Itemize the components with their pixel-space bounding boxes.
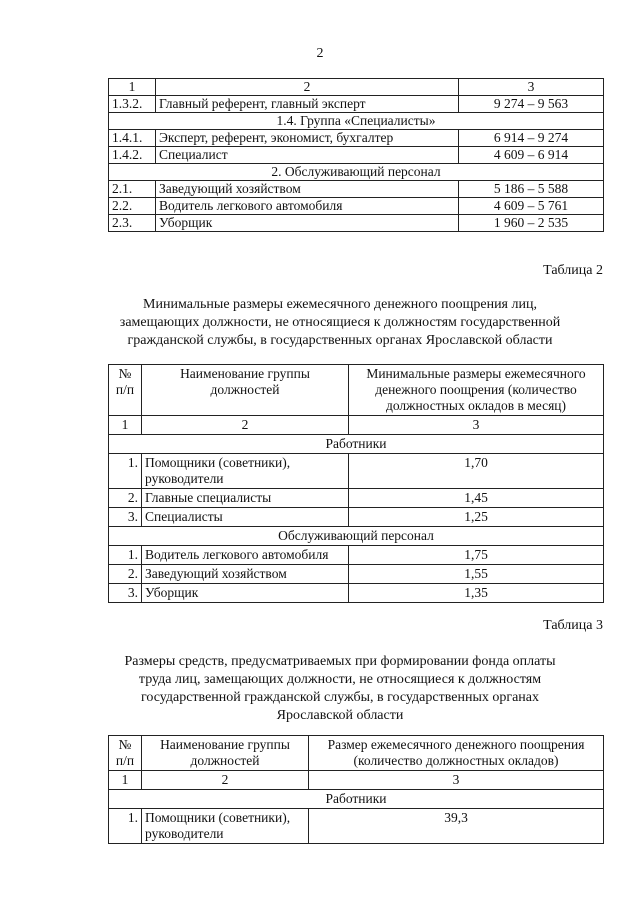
page-number: 2 bbox=[316, 46, 324, 61]
position-group: Заведующий хозяйством bbox=[142, 565, 349, 584]
salary-range-table bbox=[108, 78, 604, 232]
salary-range: 5 186 – 5 588 bbox=[459, 181, 604, 198]
table-row bbox=[109, 96, 604, 113]
group-heading: 1.4. Группа «Специалисты» bbox=[109, 113, 604, 130]
row-number: 1.4.2. bbox=[109, 147, 156, 164]
bonus-value: 1,45 bbox=[349, 489, 604, 508]
heading-line: Минимальные размеры ежемесячного денежного поощрения лиц, bbox=[143, 297, 537, 312]
table-row bbox=[109, 181, 604, 198]
col-header-name: Наименование группы должностей bbox=[142, 736, 309, 771]
bonus-value: 1,75 bbox=[349, 546, 604, 565]
bonus-value: 1,25 bbox=[349, 508, 604, 527]
heading-line: государственной гражданской службы, в государственных органах bbox=[140, 690, 540, 705]
heading-line: труда лиц, замещающих должности, не относящиеся к должностям bbox=[138, 672, 542, 687]
table-row bbox=[109, 565, 604, 584]
row-number: 1. bbox=[109, 809, 142, 844]
section-heading-service: Обслуживающий персонал bbox=[109, 527, 604, 546]
table-3-label: Таблица 3 bbox=[543, 618, 603, 633]
heading-line: замещающих должности, не относящиеся к должностям государственной bbox=[119, 315, 561, 330]
position-group: Специалисты bbox=[142, 508, 349, 527]
salary-range: 4 609 – 5 761 bbox=[459, 198, 604, 215]
col-number-1: 1 bbox=[109, 771, 142, 790]
bonus-value: 1,35 bbox=[349, 584, 604, 603]
table-row bbox=[109, 489, 604, 508]
col-header-number: № п/п bbox=[109, 736, 142, 771]
header-row bbox=[109, 736, 604, 771]
table-3-heading bbox=[60, 653, 620, 725]
position-name: Главный референт, главный эксперт bbox=[156, 96, 459, 113]
heading-line: Размеры средств, предусматриваемых при формировании фонда оплаты bbox=[124, 654, 556, 669]
salary-range: 6 914 – 9 274 bbox=[459, 130, 604, 147]
position-name: Уборщик bbox=[156, 215, 459, 232]
heading-line: гражданской службы, в государственных органах Ярославской области bbox=[127, 333, 553, 348]
table-row bbox=[109, 147, 604, 164]
position-name: Специалист bbox=[156, 147, 459, 164]
position-name: Эксперт, референт, экономист, бухгалтер bbox=[156, 130, 459, 147]
group-heading: 2. Обслуживающий персонал bbox=[109, 164, 604, 181]
col-number-2: 2 bbox=[156, 79, 459, 96]
row-number: 1. bbox=[109, 546, 142, 565]
col-header-number: № п/п bbox=[109, 365, 142, 416]
section-heading-workers: Работники bbox=[109, 435, 604, 454]
section-heading-workers: Работники bbox=[109, 790, 604, 809]
column-number-row bbox=[109, 771, 604, 790]
row-number: 2.1. bbox=[109, 181, 156, 198]
fund-value: 39,3 bbox=[309, 809, 604, 844]
position-name: Водитель легкового автомобиля bbox=[156, 198, 459, 215]
section-row bbox=[109, 435, 604, 454]
bonus-value: 1,55 bbox=[349, 565, 604, 584]
table-row bbox=[109, 546, 604, 565]
table-row bbox=[109, 198, 604, 215]
row-number: 1.4.1. bbox=[109, 130, 156, 147]
salary-range: 4 609 – 6 914 bbox=[459, 147, 604, 164]
col-number-1: 1 bbox=[109, 79, 156, 96]
col-header-name: Наименование группы должностей bbox=[142, 365, 349, 416]
group-row bbox=[109, 113, 604, 130]
row-number: 2. bbox=[109, 565, 142, 584]
col-header-value: Минимальные размеры ежемесячного денежного поощрения (количество должностных окладов в месяц) bbox=[349, 365, 604, 416]
position-group: Водитель легкового автомобиля bbox=[142, 546, 349, 565]
table-row bbox=[109, 215, 604, 232]
col-number-3: 3 bbox=[459, 79, 604, 96]
table-row bbox=[109, 454, 604, 489]
table-2-label: Таблица 2 bbox=[543, 263, 603, 278]
table-row bbox=[109, 130, 604, 147]
table-row bbox=[109, 584, 604, 603]
group-row bbox=[109, 164, 604, 181]
column-number-row bbox=[109, 79, 604, 96]
col-number-2: 2 bbox=[142, 771, 309, 790]
col-number-3: 3 bbox=[349, 416, 604, 435]
section-row bbox=[109, 790, 604, 809]
row-number: 2. bbox=[109, 489, 142, 508]
col-header-value: Размер ежемесячного денежного поощрения (количество должностных окладов) bbox=[309, 736, 604, 771]
col-number-1: 1 bbox=[109, 416, 142, 435]
bonus-minimum-table bbox=[108, 364, 604, 603]
bonus-value: 1,70 bbox=[349, 454, 604, 489]
header-row bbox=[109, 365, 604, 416]
row-number: 1.3.2. bbox=[109, 96, 156, 113]
position-group: Помощники (советники), руководители bbox=[142, 809, 309, 844]
table-2-heading bbox=[60, 296, 620, 350]
position-group: Помощники (советники), руководители bbox=[142, 454, 349, 489]
col-number-2: 2 bbox=[142, 416, 349, 435]
row-number: 2.2. bbox=[109, 198, 156, 215]
heading-line: Ярославской области bbox=[276, 708, 404, 723]
salary-range: 1 960 – 2 535 bbox=[459, 215, 604, 232]
row-number: 1. bbox=[109, 454, 142, 489]
table-row bbox=[109, 809, 604, 844]
section-row bbox=[109, 527, 604, 546]
table-row bbox=[109, 508, 604, 527]
row-number: 2.3. bbox=[109, 215, 156, 232]
position-group: Главные специалисты bbox=[142, 489, 349, 508]
salary-range: 9 274 – 9 563 bbox=[459, 96, 604, 113]
payroll-fund-table bbox=[108, 735, 604, 844]
row-number: 3. bbox=[109, 508, 142, 527]
position-group: Уборщик bbox=[142, 584, 349, 603]
column-number-row bbox=[109, 416, 604, 435]
col-number-3: 3 bbox=[309, 771, 604, 790]
position-name: Заведующий хозяйством bbox=[156, 181, 459, 198]
row-number: 3. bbox=[109, 584, 142, 603]
